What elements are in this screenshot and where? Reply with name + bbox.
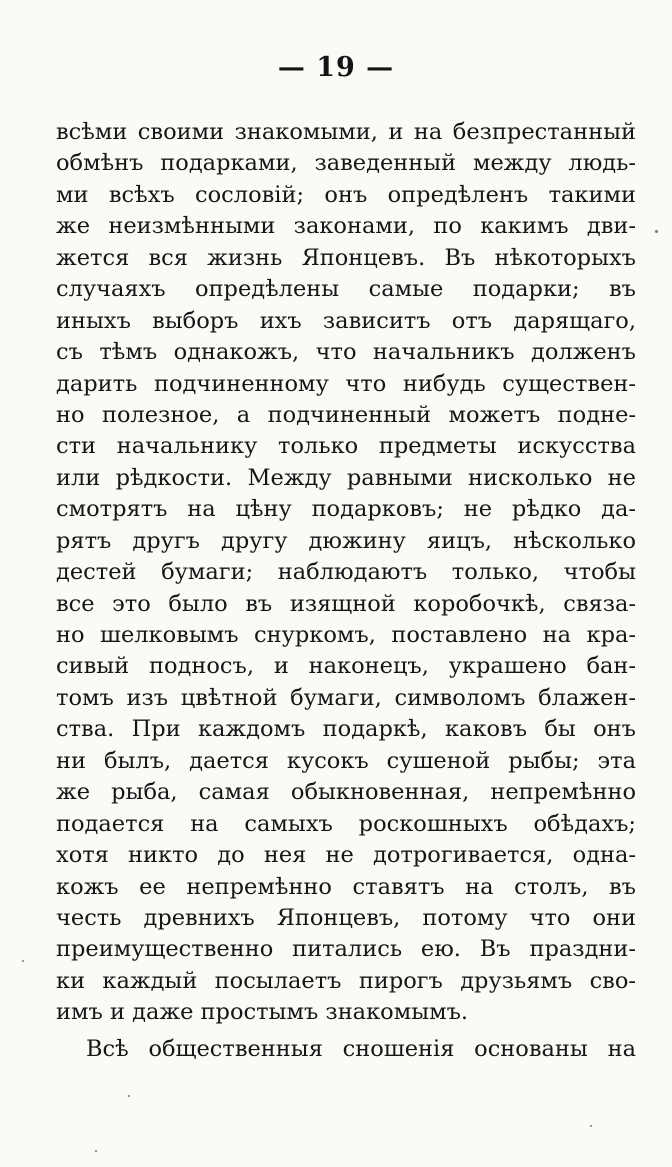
paragraph xyxy=(56,1034,636,1065)
text-line: же неизмѣнными законами, по какимъ дви- xyxy=(56,213,636,240)
text-line: но шелковымъ снуркомъ, поставлено на кра- xyxy=(56,622,636,648)
paper-speck xyxy=(590,1125,592,1127)
text-line: но полезное, а подчиненный можетъ подне- xyxy=(56,401,636,428)
text-line: же рыба, самая обыкновенная, непремѣнно xyxy=(56,779,636,806)
text-line: все это было въ изящной коробочкѣ, связа- xyxy=(56,590,636,617)
text-line: ни былъ, дается кусокъ сушеной рыбы; эта xyxy=(56,747,636,774)
text-line: обмѣнъ подарками, заведенный между людь- xyxy=(56,150,636,177)
text-line: Всѣ общественныя сношенія основаны на xyxy=(86,1035,636,1062)
paper-speck xyxy=(128,1095,130,1097)
text-line: рятъ другъ другу дюжину яицъ, нѣсколько xyxy=(56,527,636,554)
text-line: ства. При каждомъ подаркѣ, каковъ бы онъ xyxy=(56,716,636,743)
text-line: хотя никто до нея не дотрогивается, одна- xyxy=(56,842,636,869)
text-line: жется вся жизнь Японцевъ. Въ нѣкоторыхъ xyxy=(56,244,636,271)
paragraph xyxy=(56,117,636,1029)
text-line: подается на самыхъ роскошныхъ обѣдахъ; xyxy=(56,810,636,837)
text-line: ки каждый посылаетъ пирогъ друзьямъ сво- xyxy=(56,967,636,994)
page-number: — 19 — xyxy=(277,52,395,83)
text-line: сти начальнику только предметы искусства xyxy=(56,433,636,460)
text-line: ми всѣхъ сословій; онъ опредѣленъ такими xyxy=(56,181,636,208)
text-line: всѣми своими знакомыми, и на безпрестанный xyxy=(56,119,636,145)
text-line: кожъ ее непремѣнно ставятъ на столъ, въ xyxy=(56,873,636,900)
paper-speck xyxy=(22,960,24,962)
text-line: томъ изъ цвѣтной бумаги, символомъ блажен- xyxy=(56,684,636,711)
text-line: честь древнихъ Японцевъ, потому что они xyxy=(56,904,636,931)
text-line: сивый подносъ, и наконецъ, украшено бан- xyxy=(56,653,636,680)
text-line: дарить подчиненному что нибудь существен- xyxy=(56,370,636,397)
text-line: дестей бумаги; наблюдаютъ только, чтобы xyxy=(56,559,636,586)
paper-speck xyxy=(95,1150,97,1152)
body-text xyxy=(56,117,636,1065)
text-line: или рѣдкости. Между равными нисколько не xyxy=(56,464,636,491)
text-line: иныхъ выборъ ихъ зависитъ отъ дарящаго, xyxy=(56,307,636,334)
text-line: смотрятъ на цѣну подарковъ; не рѣдко да- xyxy=(56,496,636,523)
text-line: преимущественно питались ею. Въ праздни- xyxy=(56,936,636,963)
text-line: случаяхъ опредѣлены самые подарки; въ xyxy=(56,276,636,303)
text-line: съ тѣмъ однакожъ, что начальникъ долженъ xyxy=(56,339,636,366)
text-line: имъ и даже простымъ знакомымъ. xyxy=(56,999,469,1026)
paper-speck xyxy=(655,230,658,233)
